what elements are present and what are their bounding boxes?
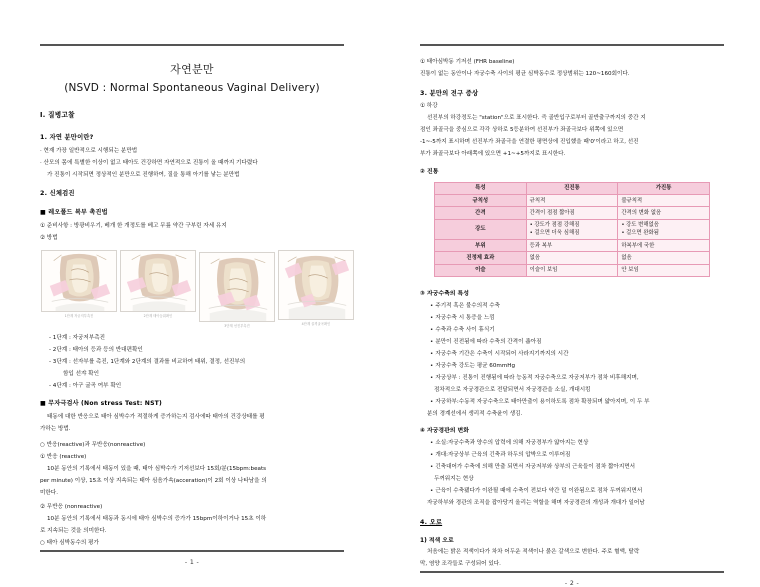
cell-true-labor: 이슬이 보임 (526, 264, 618, 276)
leopold-umbilical-grip-illustration (120, 250, 196, 312)
list-item: • 소실:자궁수축과 양수의 압력에 의해 자궁경부가 얇아지는 현상 (420, 439, 724, 448)
list-item: • 근육이 수축됐다가 이완될 때에 수축이 전보다 약간 덜 이완됨으로 점차 두꺼워지면서 (420, 487, 724, 496)
text-line: 미한다. (40, 489, 58, 496)
text-line: -1~-5까지 표시하며 선진부가 좌골극을 연결한 평면상에 진입했을 때'0'이라고 하고, 선진 (420, 139, 639, 146)
list-item: • 수축과 수축 사이 휴식기 (420, 326, 724, 335)
labor-comparison-table (434, 182, 710, 277)
text-line: 10분 동안의 기록에서 태동과 동시에 태아 심박수의 증가가 15bpm이하이거나 15초 이하 (47, 516, 267, 523)
nonreactive-label: ② 무반응 (nonreactive) (40, 504, 103, 511)
subsection-3-heading: 3. 분만의 전구 증상 (420, 89, 479, 97)
page-2-number: - 2 - (564, 579, 580, 587)
fhr-baseline-label: ① 태아심박동 기저선 (FHR baseline) (420, 59, 515, 65)
contraction-label: ② 진통 (420, 168, 439, 175)
page-2-bottom-rule (420, 571, 724, 573)
cell-false-labor: 하복부에 국한 (618, 240, 710, 252)
leopold-prep-line: ① 준비사항 : 방광비우기, 베개 한 개정도를 베고 무릎 약간 구부린 자세 유지 (40, 222, 227, 229)
subsection-4-heading: 4. 오로 (420, 518, 443, 526)
fhr-baseline-description: 진통이 없는 동안이나 자궁수축 사이의 평균 심박동수로 정상범위는 120~160회이다. (420, 71, 630, 78)
list-item: • 주기적 혹은 불수의적 수축 (420, 302, 724, 311)
lochia-red-label: 1) 적색 오로 (420, 537, 454, 544)
leopold-figure-4-wrap (278, 250, 354, 326)
text-line: 함입 선쟈 확인 (63, 370, 99, 377)
text-line: - 1단계 : 자궁저부촉진 (49, 334, 106, 341)
table-row (435, 264, 710, 276)
leopold-fundal-grip-illustration (41, 250, 117, 312)
cell-bullet: • 강도가 점점 강해짐 (530, 221, 615, 229)
document-subtitle: (NSVD : Normal Spontaneous Vaginal Delivery) (64, 82, 320, 94)
cell-false-labor: 안 보임 (618, 264, 710, 276)
row-label: 간격 (435, 207, 527, 219)
cervix-change-heading: ④ 자궁경관의 변화 (420, 428, 469, 435)
table-row (435, 240, 710, 252)
text-line: 점인 좌골극을 중심으로 각각 상하로 5등분하여 선진부가 좌골극보다 위쪽에 있으면 (420, 127, 624, 134)
text-line: - 4단계 : 아구 굴곡 여부 확인 (49, 382, 122, 389)
leopold-pelvic-grip-illustration (278, 250, 354, 320)
list-item: • 긴축대어가 수축에 의해 만출 되면서 자궁저부와 상부의 근육들이 점차 짧아지면서 (420, 463, 724, 472)
leopold-figure-3-wrap (199, 250, 275, 328)
nst-heading: ■ 무자극검사 (Non stress Test: NST) (40, 400, 163, 408)
cell-true-labor: 간격이 점점 짧아짐 (526, 207, 618, 219)
cell-false-labor (618, 219, 710, 239)
text-line: · 산모의 몸에 특별한 이상이 없고 태아도 건강하면 자연적으로 진통이 올 때까지 기다렸다 (40, 159, 258, 166)
cell-false-labor: 없음 (618, 252, 710, 264)
document-title: 자연분만 (170, 63, 214, 76)
text-line: 태동에 대한 반응으로 태아 심박수가 적절하게 증가하는지 검사에따 태아의 건강상태를 평 (47, 413, 265, 420)
table-row (435, 252, 710, 264)
page-2 (380, 0, 760, 587)
page-1-bottom-rule (40, 550, 344, 552)
table-row (435, 195, 710, 207)
descent-label: ① 하강 (420, 103, 438, 110)
text-line: 자궁하부와 경관의 조직을 잡아당겨 올리는 역할을 해며 자궁경관의 개성과 개대가 일어남 (427, 500, 645, 507)
leopold-figure-row (41, 250, 344, 328)
list-item: • 개대:자궁상부 근육의 긴축과 하두의 압박으로 이루어짐 (420, 451, 724, 460)
row-label: 진정제 효과 (435, 252, 527, 264)
figure-caption: 3단계 선진부촉진 (224, 324, 250, 329)
list-item: • 분만이 진전됨에 따라 수축의 간격이 좁아짐 (420, 338, 724, 347)
text-line: 부가 좌골극보다 아래쪽에 있으면 +1~+5까지로 표시한다. (420, 151, 566, 158)
text-line: · 현재 가장 일반적으로 시행되는 분만법 (40, 147, 138, 154)
cell-bullet: • 걸으면 완화됨 (621, 229, 706, 237)
list-item: • 자궁수축 기간은 수축이 시작되어 사라지기까지의 시간 (420, 350, 724, 359)
cell-false-labor: 간격의 변화 없음 (618, 207, 710, 219)
text-line: per minute) 이상, 15초 이상 지속되는 태아 심음가속(acceration)이 2회 이상 나타남을 의 (40, 477, 267, 484)
cell-bullet: • 강도 변해없음 (621, 221, 706, 229)
text-line: - 2단계 : 태아의 등과 등의 반대편확인 (49, 346, 143, 353)
row-label: 이슬 (435, 264, 527, 276)
table-header-false-labor: 가진통 (618, 182, 710, 194)
list-item: • 자궁수축 시 통증을 느낌 (420, 314, 724, 323)
page-1 (0, 0, 380, 566)
text-line: 분의 경계선에서 생리적 수축윤이 생김. (427, 410, 523, 417)
cell-false-labor: 불규칙적 (618, 195, 710, 207)
figure-caption: 2단계 태아등위확인 (143, 314, 173, 319)
page-2-top-rule (420, 44, 724, 46)
uterine-contraction-heading: ③ 자궁수축의 특성 (420, 291, 469, 298)
table-header-true-labor: 진진통 (526, 182, 618, 194)
table-header-row (435, 182, 710, 194)
cell-true-labor: 등과 복부 (526, 240, 618, 252)
text-line: - 3단계 : 선자부를 촉진, 1단계와 2단계의 결과를 비교하여 태위, 결정, 선진부의 (49, 358, 246, 365)
subsection-1-heading: 1. 자연 분만이란? (40, 134, 94, 141)
text-line: 로 지속되는 것을 의미한다. (40, 528, 107, 535)
text-line: 선진부의 하강정도는 "station"으로 표시한다. 즉 골반입구로부터 골반출구까지의 중간 지 (427, 115, 646, 122)
table-header-characteristic: 특성 (435, 182, 527, 194)
table-row (435, 219, 710, 239)
cell-true-labor (526, 219, 618, 239)
fhr-eval-label: ○ 태아 심박동수의 평가 (40, 540, 99, 547)
page-1-number: - 1 - (184, 558, 200, 566)
subsection-2-heading: 2. 신체검진 (40, 190, 75, 198)
nst-types-label: ○ 반응(reactive)과 무반응(nonreactive) (40, 441, 146, 448)
leopold-method-label: ② 방법 (40, 234, 58, 241)
leopold-pawlik-grip-illustration (199, 252, 275, 322)
leopold-figure-1-wrap (41, 250, 117, 318)
text-line: 막, 염양 조각들로 구성되어 있다. (420, 561, 501, 568)
reactive-label: ① 반응 (reactive) (40, 453, 87, 460)
row-label: 규칙성 (435, 195, 527, 207)
page-1-top-rule (40, 44, 344, 46)
cell-true-labor: 없음 (526, 252, 618, 264)
leopold-figure-2-wrap (120, 250, 196, 318)
row-label: 강도 (435, 219, 527, 239)
text-line: 10분 동안의 기록에서 태동이 있을 때, 태아 심박수가 기저선보다 15회/분(15bpm:beats (47, 465, 267, 472)
text-line: 점차적으로 자궁경관으로 전달되면서 자궁경관을 소실, 개대시킴 (434, 386, 591, 393)
text-line: 가 진통이 시작되면 정상적인 분만으로 진행하여, 질을 통해 아기를 낳는 분만법 (47, 171, 240, 178)
section-1-heading: Ⅰ. 질병고찰 (40, 111, 75, 119)
text-line: 처음에는 밝은 적색이다가 차차 어두운 적색이나 붉은 갈색으로 변한다. 주로 혈액, 탈락 (427, 549, 640, 556)
list-item: • 자궁수축 강도는 평균 60mmHg (420, 362, 724, 371)
text-line: 두꺼워지는 현상 (434, 476, 474, 483)
cell-true-labor: 규칙적 (526, 195, 618, 207)
figure-caption: 4단계 골격굴곡확인 (301, 322, 331, 327)
list-item: • 자궁상부 : 진통이 진행됨에 따라 능동적 자궁수축으로 자궁저부가 점차 비후해지며, (420, 374, 724, 383)
table-row (435, 207, 710, 219)
row-label: 부위 (435, 240, 527, 252)
list-item: • 자궁하부:수동적 자궁수축으로 태아만출이 용이하도록 점차 확장되며 얇아지며, 이 두 부 (420, 398, 724, 407)
figure-caption: 1단계 자궁저부촉진 (64, 314, 94, 319)
leopold-heading: ■ 레오폴드 복부 촉진법 (40, 209, 108, 217)
text-line: 가하는 방법. (40, 426, 71, 433)
cell-bullet: • 걸으면 더욱 심해짐 (530, 229, 615, 237)
